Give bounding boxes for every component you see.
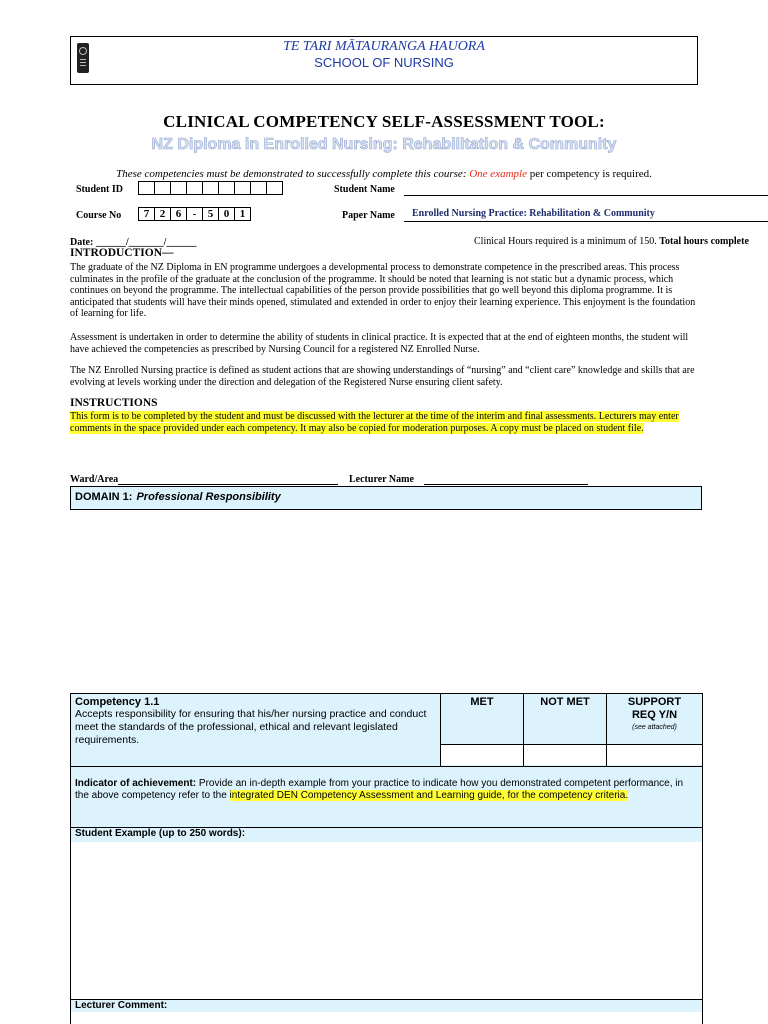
course-digit: 2: [154, 207, 171, 221]
competency-cell: [75, 696, 435, 747]
student-id-box[interactable]: [186, 181, 203, 195]
total-hours-label: Total hours complete: [659, 236, 749, 247]
introduction-paragraph-3: The NZ Enrolled Nursing practice is defined as student actions that are showing understandings of “nursing” and “client care” knowledge and skills that are evolving at levels working under the direction and delegation of the Registered Nurse ensuring client safety.: [70, 365, 695, 388]
competency-title: Competency 1.1: [75, 696, 160, 708]
instructions-text: [70, 411, 704, 434]
grid-line: [71, 766, 702, 767]
paper-name-underline: [404, 221, 768, 222]
course-digit: 1: [234, 207, 251, 221]
student-id-box[interactable]: [154, 181, 171, 195]
paper-name-label: Paper Name: [342, 210, 395, 221]
grid-line: [440, 744, 702, 745]
lecturer-comment-field[interactable]: [71, 1012, 702, 1024]
indicator-text: Provide an in-depth example from your practice to indicate how you demonstrated competent performance, in the above competency refer to the: [75, 778, 684, 801]
requirement-text: These competencies must be demonstrated to successfully complete this course:: [116, 168, 467, 180]
student-id-box[interactable]: [250, 181, 267, 195]
requirement-line: [0, 168, 768, 180]
course-no-boxes: [138, 207, 250, 221]
student-id-box[interactable]: [266, 181, 283, 195]
domain-heading: [75, 487, 281, 505]
ward-area-label: Ward/Area: [70, 474, 119, 485]
introduction-heading: INTRODUCTION—: [70, 247, 174, 259]
clinical-hours-line: [474, 236, 749, 247]
clinical-hours-text: Clinical Hours required is a minimum of 150.: [474, 236, 657, 247]
met-header: MET: [470, 696, 494, 708]
see-attached-note: (see attached): [632, 724, 677, 731]
instructions-heading: INSTRUCTIONS: [70, 397, 158, 409]
domain-box: [70, 486, 702, 510]
student-id-box[interactable]: [170, 181, 187, 195]
student-id-boxes[interactable]: [138, 181, 282, 195]
document-subtitle: NZ Diploma in Enrolled Nursing: Rehabilitation & Community: [151, 136, 617, 153]
indicator-highlight: integrated DEN Competency Assessment and Learning guide, for the competency criteria.: [229, 790, 629, 801]
not-met-checkbox-cell[interactable]: [524, 745, 606, 765]
org-name: TE TARI MĀTAURANGA HAUORA: [283, 39, 485, 54]
domain-prefix: DOMAIN 1:: [75, 491, 133, 503]
school-name: SCHOOL OF NURSING: [314, 55, 454, 70]
lecturer-name-label: Lecturer Name: [349, 474, 414, 485]
paper-name-value: Enrolled Nursing Practice: Rehabilitation & Community: [412, 208, 655, 219]
course-digit: 5: [202, 207, 219, 221]
course-digit: 6: [170, 207, 187, 221]
met-checkbox-cell[interactable]: [441, 745, 523, 765]
course-digit: 0: [218, 207, 235, 221]
requirement-highlight: One example: [469, 168, 527, 180]
introduction-paragraph-2: Assessment is undertaken in order to determine the ability of students in clinical practice. It is expected that at the end of eighteen months, the student will have achieved the competencies as prescribed by Nursing Council for a registered NZ Enrolled Nurse.: [70, 332, 689, 355]
indicator-of-achievement: [75, 778, 695, 802]
introduction-paragraph-1: The graduate of the NZ Diploma in EN programme undergoes a developmental process to demonstrate competence in the prescribed areas. This process culminates in the profile of the graduate at the conclusion of the programme. It should be noted that learning is not static but a dynamic process, which continues on beyond the programme. The intellectual capabilities of the person provide possibilities that go well beyond this diploma programme. It is anticipated that students will have their minds opened, stimulated and extended in order to enjoy their learning experience. This enjoyment is the foundation of learning for life.: [70, 262, 696, 319]
lecturer-comment-label: Lecturer Comment:: [75, 1000, 168, 1011]
student-example-label: Student Example (up to 250 words):: [75, 828, 246, 839]
competency-description: Accepts responsibility for ensuring that his/her nursing practice and conduct meet the standards of the professional, ethical and relevant legislated requirements.: [75, 708, 427, 746]
course-no-label: Course No: [76, 210, 122, 221]
document-title: CLINICAL COMPETENCY SELF-ASSESSMENT TOOL:: [163, 112, 605, 131]
header-box: [70, 36, 698, 85]
date-field[interactable]: Date: ______/_______/______: [70, 237, 197, 248]
requirement-text-end: per competency is required.: [529, 168, 652, 180]
student-name-label: Student Name: [334, 184, 395, 195]
student-name-field[interactable]: [404, 195, 768, 196]
course-digit: -: [186, 207, 203, 221]
support-req-cell[interactable]: [607, 745, 702, 765]
student-id-box[interactable]: [138, 181, 155, 195]
student-example-field[interactable]: [71, 842, 702, 999]
lecturer-name-field[interactable]: [424, 484, 588, 485]
support-req-header: SUPPORT REQ Y/N: [627, 696, 682, 721]
indicator-label: Indicator of achievement:: [75, 778, 197, 789]
domain-name: Professional Responsibility: [136, 491, 281, 503]
not-met-header: NOT MET: [540, 696, 590, 708]
student-id-box[interactable]: [234, 181, 251, 195]
student-id-box[interactable]: [218, 181, 235, 195]
ward-area-field[interactable]: [118, 484, 338, 485]
student-id-label: Student ID: [76, 184, 123, 195]
competency-table: [70, 693, 703, 1024]
course-digit: 7: [138, 207, 155, 221]
instructions-highlight: This form is to be completed by the student and must be discussed with the lecturer at the time of the interim and final assessments. Lecturers may enter comments in the space provided under each competency. It may also be copied for moderation purposes. A copy must be placed on student file.: [70, 411, 679, 434]
student-id-box[interactable]: [202, 181, 219, 195]
